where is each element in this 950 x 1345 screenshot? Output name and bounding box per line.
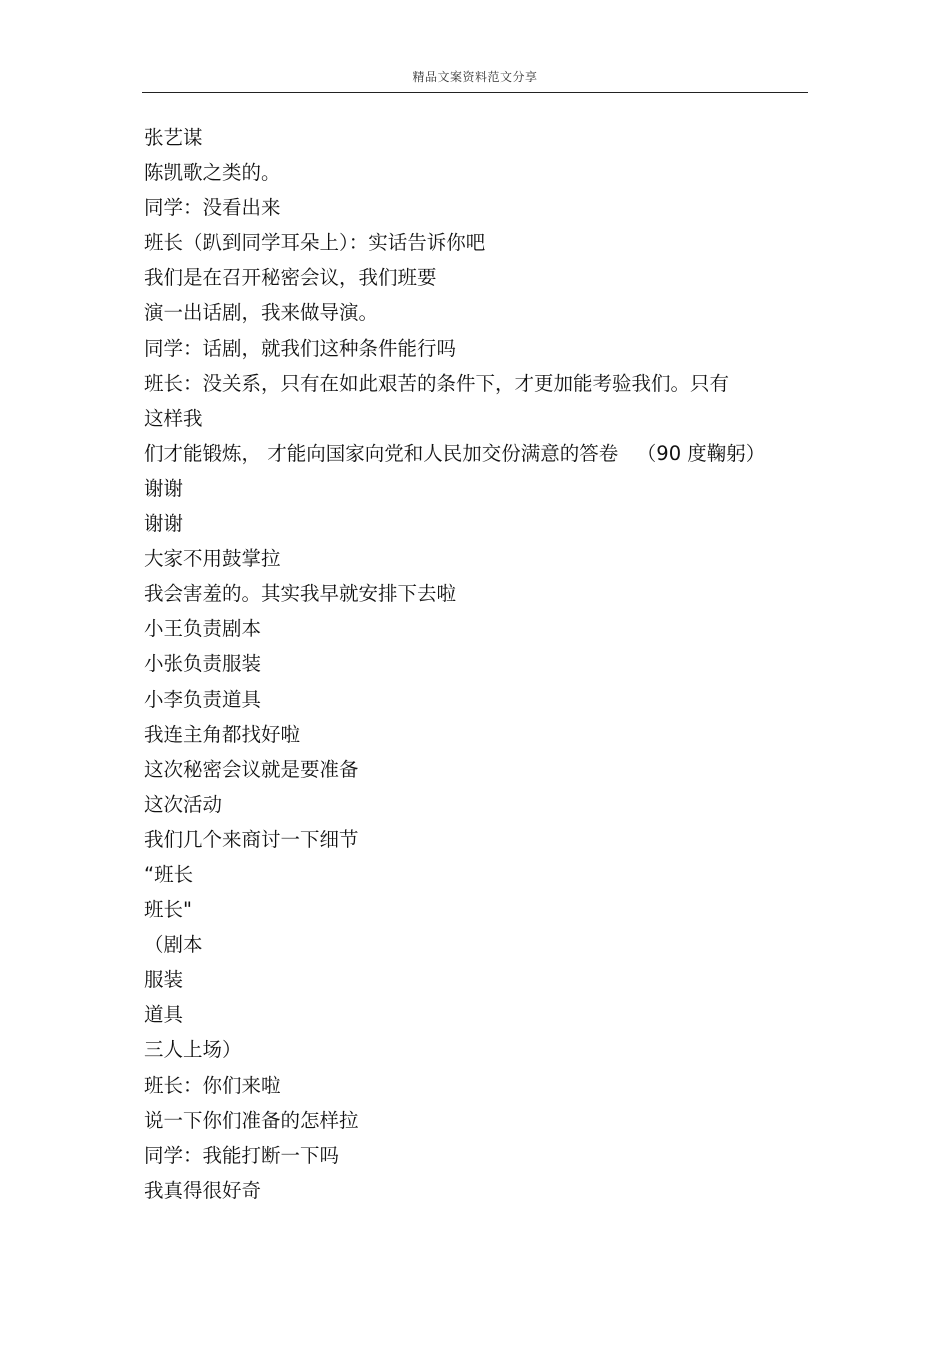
text-line: 陈凯歌之类的。 bbox=[144, 161, 281, 185]
text-line: 小李负责道具 bbox=[144, 687, 262, 711]
page-header bbox=[142, 66, 808, 93]
text-line: （剧本 bbox=[144, 933, 203, 957]
document-body bbox=[144, 120, 824, 1208]
text-line: 小王负责剧本 bbox=[144, 617, 262, 641]
text-line: 同学：话剧，就我们这种条件能行吗 bbox=[144, 336, 457, 360]
text-line: 服装 bbox=[144, 968, 184, 992]
text-line: 班长（趴到同学耳朵上）：实话告诉你吧 bbox=[144, 231, 486, 255]
text-line: 这样我 bbox=[144, 406, 203, 430]
text-line: 大家不用鼓掌拉 bbox=[144, 547, 281, 571]
text-line: 说一下你们准备的怎样拉 bbox=[144, 1108, 359, 1132]
text-line: 我连主角都找好啦 bbox=[144, 722, 301, 746]
text-line: 小张负责服装 bbox=[144, 652, 262, 676]
text-line: 三人上场） bbox=[144, 1038, 242, 1062]
text-line: “班长 bbox=[144, 862, 194, 886]
text-line: 们才能锻炼， 才能向国家向党和人民加交份满意的答卷 （90 度鞠躬） bbox=[144, 441, 766, 465]
text-line: 班长：你们来啦 bbox=[144, 1073, 281, 1097]
text-line: 我会害羞的。其实我早就安排下去啦 bbox=[144, 582, 457, 606]
text-line: 我们几个来商讨一下细节 bbox=[144, 827, 359, 851]
text-line: 同学：没看出来 bbox=[144, 196, 281, 220]
text-line: 谢谢 bbox=[144, 512, 184, 536]
text-line: 同学：我能打断一下吗 bbox=[144, 1143, 340, 1167]
text-line: 道具 bbox=[144, 1003, 184, 1027]
text-line: 谢谢 bbox=[144, 476, 184, 500]
text-line: 张艺谋 bbox=[144, 126, 203, 149]
text-line: 我真得很好奇 bbox=[144, 1178, 262, 1202]
text-line: 我们是在召开秘密会议，我们班要 bbox=[144, 266, 437, 290]
text-line: 这次秘密会议就是要准备 bbox=[144, 757, 359, 781]
header-title: 精品文案资料范文分享 bbox=[412, 70, 538, 84]
text-line: 演一出话剧，我来做导演。 bbox=[144, 301, 379, 325]
text-line: 班长" bbox=[144, 898, 192, 922]
text-line: 这次活动 bbox=[144, 792, 223, 816]
text-line: 班长：没关系，只有在如此艰苦的条件下，才更加能考验我们。只有 bbox=[144, 371, 730, 395]
